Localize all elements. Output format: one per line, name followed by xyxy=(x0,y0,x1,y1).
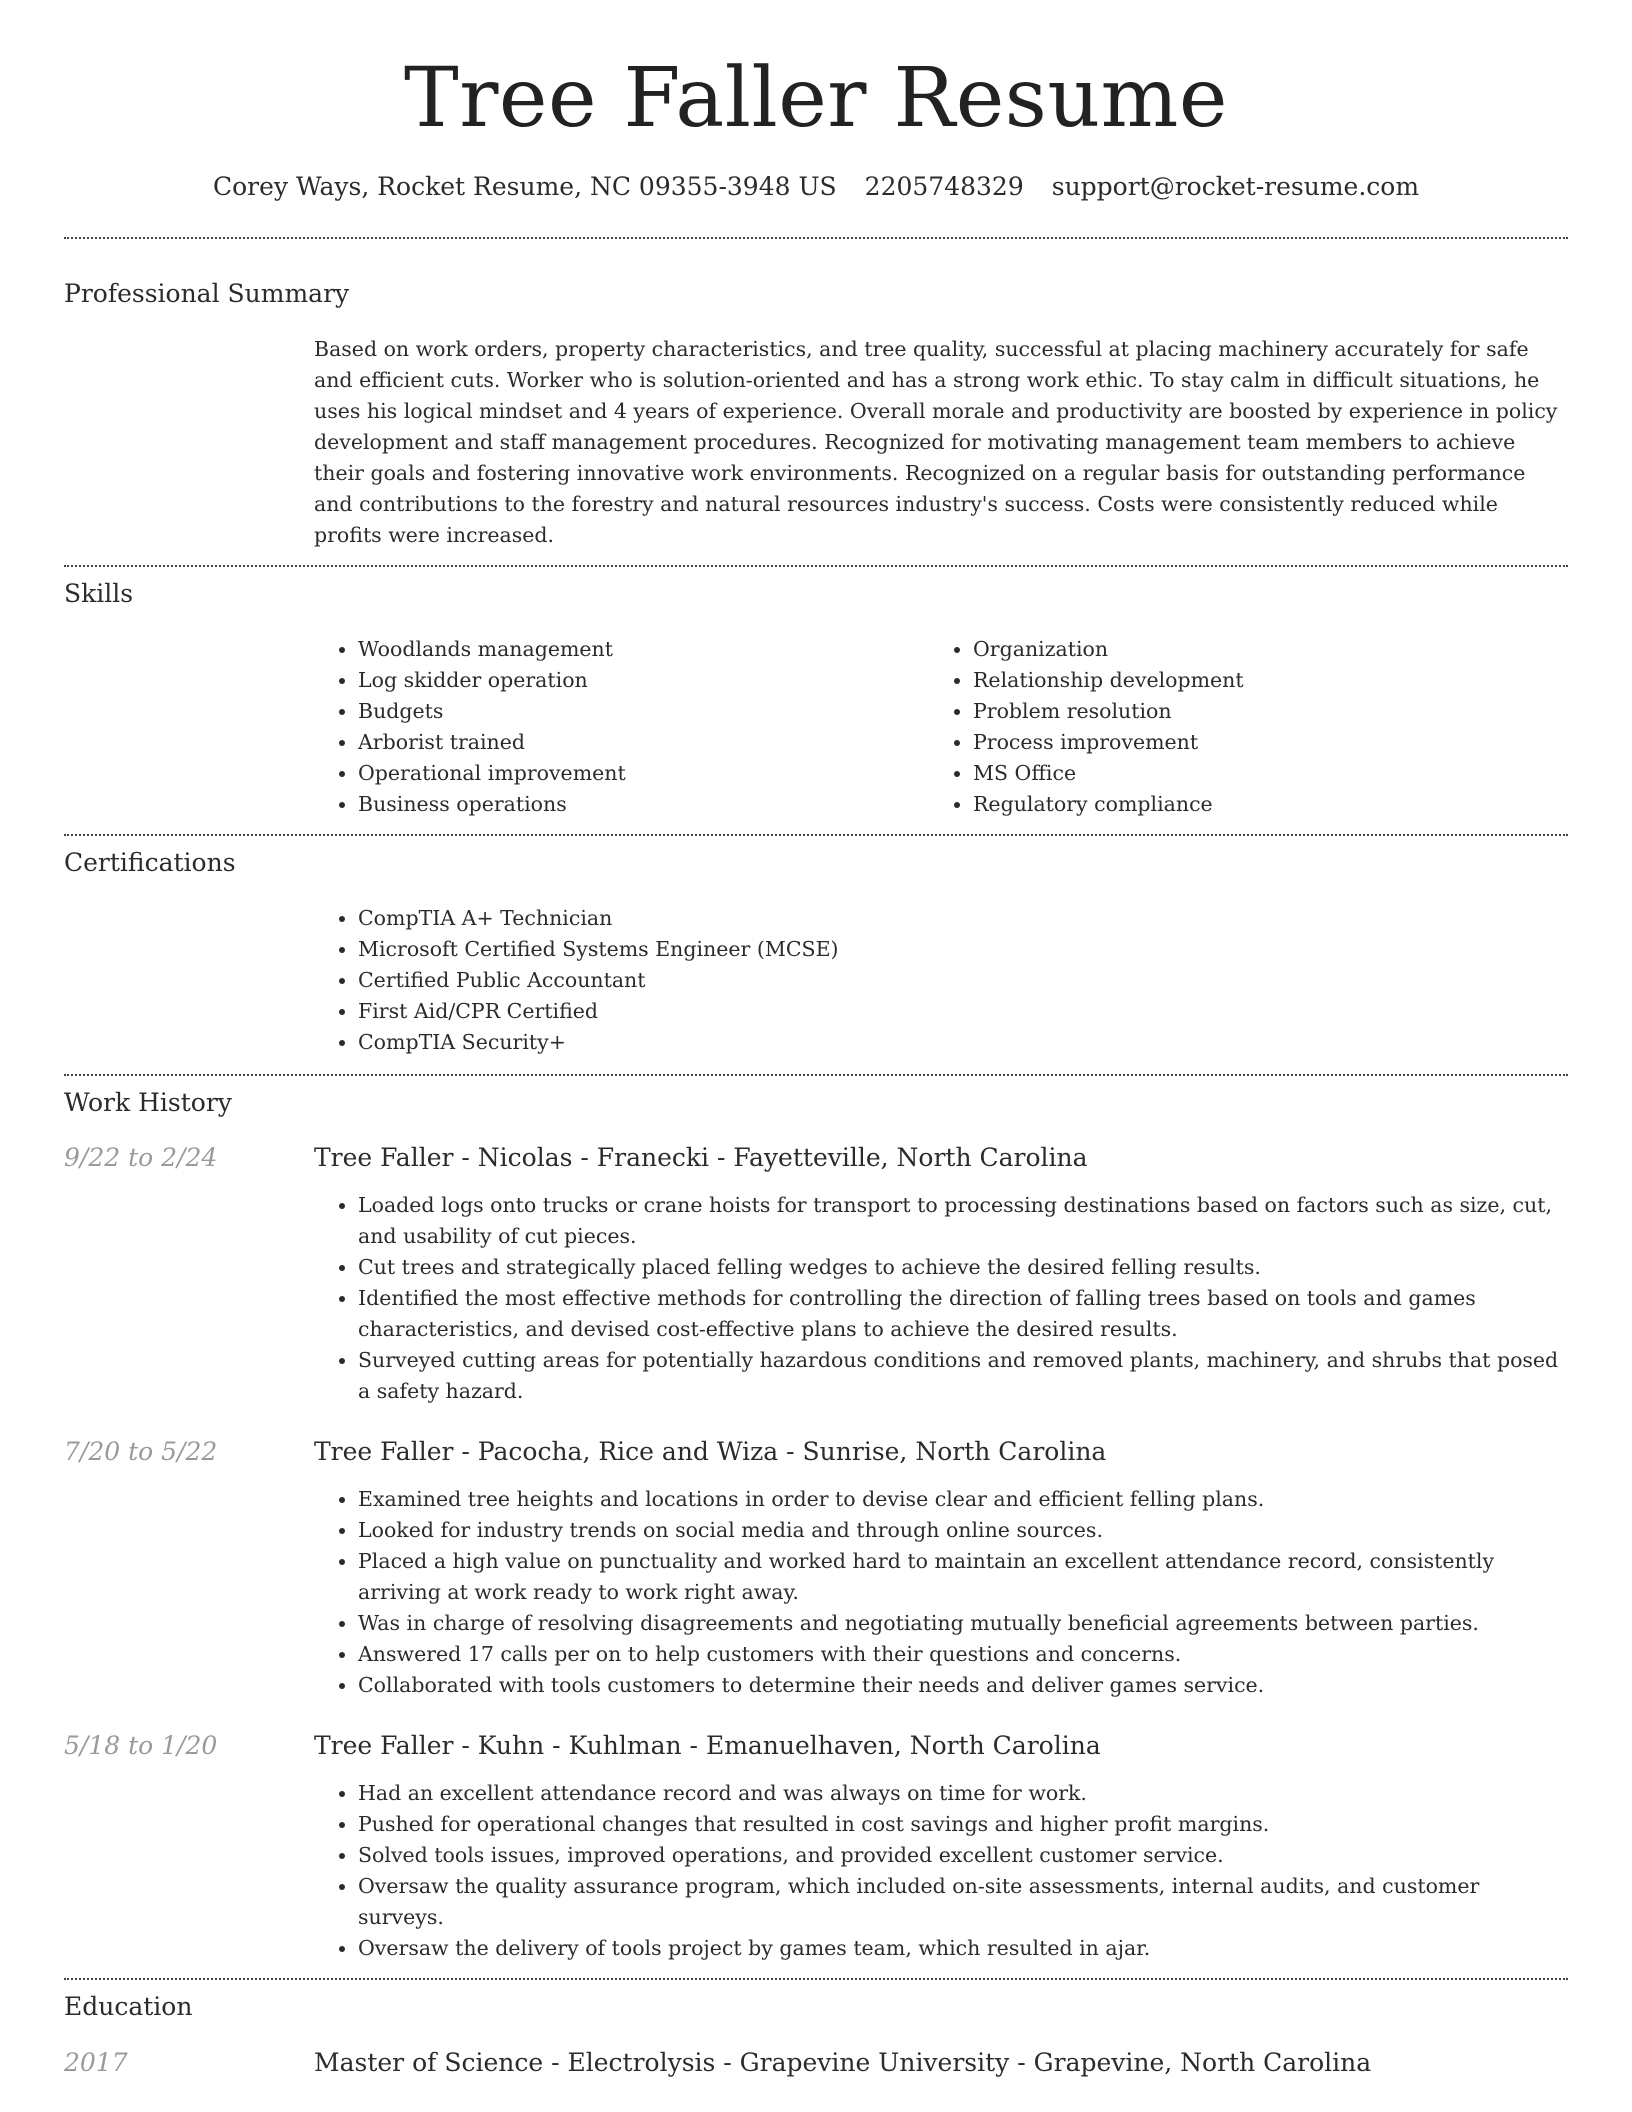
divider xyxy=(64,1978,1568,1980)
job-entry xyxy=(64,1437,1568,1466)
job-title: Tree Faller - Pacocha, Rice and Wiza - Sunrise, North Carolina xyxy=(314,1437,1107,1466)
list-item: • Process improvement xyxy=(973,727,1513,758)
job-entry xyxy=(64,1731,1568,1760)
skills-column-right xyxy=(929,634,1513,820)
list-item: • Loaded logs onto trucks or crane hoists for transport to processing destinations based on factors such as size, cut, and usability of cut pieces. xyxy=(358,1190,1568,1252)
divider xyxy=(64,565,1568,567)
list-item: • CompTIA A+ Technician xyxy=(358,903,1568,934)
list-item: • Was in charge of resolving disagreements and negotiating mutually beneficial agreements between parties. xyxy=(358,1608,1568,1639)
job-bullets xyxy=(314,1778,1568,1964)
list-item: • Looked for industry trends on social media and through online sources. xyxy=(358,1515,1568,1546)
list-item: • Certified Public Accountant xyxy=(358,965,1568,996)
list-item: • Pushed for operational changes that resulted in cost savings and higher profit margins. xyxy=(358,1809,1568,1840)
contact-phone: 2205748329 xyxy=(864,172,1024,201)
list-item: • Cut trees and strategically placed felling wedges to achieve the desired felling results. xyxy=(358,1252,1568,1283)
contact-line xyxy=(64,172,1568,202)
section-title-work-history: Work History xyxy=(64,1088,232,1117)
list-item: • Solved tools issues, improved operations, and provided excellent customer service. xyxy=(358,1840,1568,1871)
list-item: • Oversaw the delivery of tools project by games team, which resulted in ajar. xyxy=(358,1933,1568,1964)
certifications-list xyxy=(314,903,1568,1058)
list-item: • Organization xyxy=(973,634,1513,665)
list-item: • Budgets xyxy=(358,696,929,727)
job-dates: 5/18 to 1/20 xyxy=(64,1731,218,1760)
section-title-summary: Professional Summary xyxy=(64,279,350,308)
divider xyxy=(64,237,1568,239)
section-title-education: Education xyxy=(64,1992,193,2021)
list-item: • Operational improvement xyxy=(358,758,929,789)
list-item: • First Aid/CPR Certified xyxy=(358,996,1568,1027)
list-item: • Log skidder operation xyxy=(358,665,929,696)
education-degree: Master of Science - Electrolysis - Grapevine University - Grapevine, North Carolina xyxy=(314,2048,1372,2077)
list-item: • Business operations xyxy=(358,789,929,820)
job-bullet-list xyxy=(314,1190,1568,1407)
list-item: • Problem resolution xyxy=(973,696,1513,727)
list-item: • Microsoft Certified Systems Engineer (MCSE) xyxy=(358,934,1568,965)
education-year: 2017 xyxy=(64,2048,128,2077)
section-title-skills: Skills xyxy=(64,579,134,608)
skills-list xyxy=(314,634,1568,820)
list-item: • Relationship development xyxy=(973,665,1513,696)
contact-address: Corey Ways, Rocket Resume, NC 09355-3948 US xyxy=(212,172,837,201)
job-bullet-list xyxy=(314,1484,1568,1701)
list-item: • CompTIA Security+ xyxy=(358,1027,1568,1058)
job-dates: 9/22 to 2/24 xyxy=(64,1143,218,1172)
list-item: • Woodlands management xyxy=(358,634,929,665)
job-dates: 7/20 to 5/22 xyxy=(64,1437,218,1466)
skills-column-left xyxy=(314,634,929,820)
summary-text: Based on work orders, property characteristics, and tree quality, successful at placing machinery accurately for safe and efficient cuts. Worker who is solution-oriented and has a strong work ethic. To stay calm in difficult situations, he uses his logical mindset and 4 years of experience. Overall morale and productivity are boosted by experience in policy development and staff management procedures. Recognized for motivating management team members to achieve their goals and fostering innovative work environments. Recognized on a regular basis for outstanding performance and contributions to the forestry and natural resources industry's success. Costs were consistently reduced while profits were increased. xyxy=(314,337,1558,547)
job-bullets xyxy=(314,1190,1568,1407)
job-entry xyxy=(64,1143,1568,1172)
list-item: • Arborist trained xyxy=(358,727,929,758)
list-item: • Regulatory compliance xyxy=(973,789,1513,820)
job-bullets xyxy=(314,1484,1568,1701)
list-item: • Answered 17 calls per on to help customers with their questions and concerns. xyxy=(358,1639,1568,1670)
list-item: • MS Office xyxy=(973,758,1513,789)
certifications-items xyxy=(314,903,1568,1058)
list-item: • Surveyed cutting areas for potentially hazardous conditions and removed plants, machinery, and shrubs that posed a safety hazard. xyxy=(358,1345,1568,1407)
divider xyxy=(64,1074,1568,1076)
list-item: • Examined tree heights and locations in order to devise clear and efficient felling plans. xyxy=(358,1484,1568,1515)
list-item: • Identified the most effective methods for controlling the direction of falling trees based on tools and games characteristics, and devised cost-effective plans to achieve the desired results. xyxy=(358,1283,1568,1345)
page-title: Tree Faller Resume xyxy=(404,51,1228,146)
education-entry xyxy=(64,2048,1568,2077)
section-title-certifications: Certifications xyxy=(64,848,236,877)
job-bullet-list xyxy=(314,1778,1568,1964)
divider xyxy=(64,834,1568,836)
list-item: • Collaborated with tools customers to determine their needs and deliver games service. xyxy=(358,1670,1568,1701)
list-item: • Placed a high value on punctuality and worked hard to maintain an excellent attendance record, consistently arriving at work ready to work right away. xyxy=(358,1546,1568,1608)
job-title: Tree Faller - Kuhn - Kuhlman - Emanuelhaven, North Carolina xyxy=(314,1731,1101,1760)
job-title: Tree Faller - Nicolas - Franecki - Fayetteville, North Carolina xyxy=(314,1143,1088,1172)
resume-page xyxy=(64,0,1568,2077)
list-item: • Oversaw the quality assurance program, which included on-site assessments, internal audits, and customer surveys. xyxy=(358,1871,1568,1933)
contact-email: support@rocket-resume.com xyxy=(1051,172,1420,201)
list-item: • Had an excellent attendance record and was always on time for work. xyxy=(358,1778,1568,1809)
